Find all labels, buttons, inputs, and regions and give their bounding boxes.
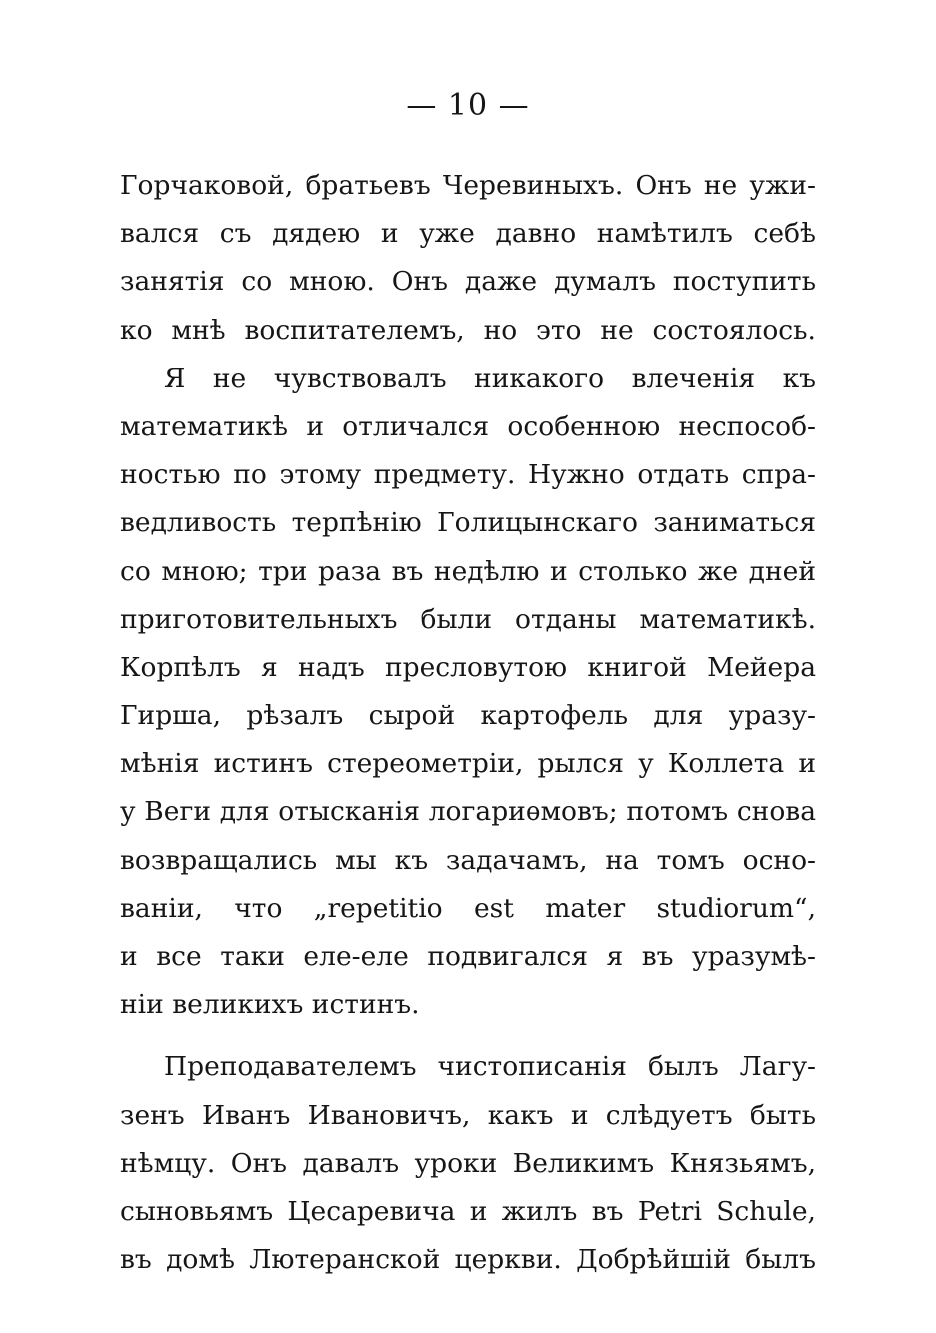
text-line: Корпѣлъ я надъ пресловутою книгой Мейера [120, 651, 816, 683]
text-line: ваніи, что „repetitio est mater studiorum“, [120, 892, 816, 924]
text-line: ведливость терпѣнію Голицынскаго заниматься [120, 507, 816, 539]
text-line: нѣмцу. Онъ давалъ уроки Великимъ Князьямъ, [120, 1147, 816, 1179]
text-line: въ домѣ Лютеранской церкви. Добрѣйшій былъ [120, 1244, 816, 1276]
text-line: зенъ Иванъ Ивановичъ, какъ и слѣдуетъ быть [120, 1099, 816, 1131]
text-line: у Веги для отысканія логариѳмовъ; потомъ снова [120, 796, 816, 828]
text-line: занятія со мною. Онъ даже думалъ поступить [120, 266, 816, 298]
text-line: возвращались мы къ задачамъ, на томъ осно- [120, 844, 816, 876]
text-line: вался съ дядею и уже давно намѣтилъ себѣ [120, 218, 816, 250]
text-line: мѣнія истинъ стереометріи, рылся у Коллета и [120, 748, 816, 780]
body-text [120, 162, 816, 1284]
text-line: математикѣ и отличался особенною неспособ- [120, 410, 816, 442]
text-line: со мною; три раза въ недѣлю и столько же дней [120, 555, 816, 587]
page-number: — 10 — [406, 88, 530, 123]
text-line: сыновьямъ Цесаревича и жилъ въ Petri Schule, [120, 1195, 816, 1227]
text-line: Гирша, рѣзалъ сырой картофель для уразу- [120, 700, 816, 732]
paragraph-2 [120, 355, 816, 1030]
text-line: Преподавателемъ чистописанія былъ Лагу- [164, 1051, 816, 1083]
paragraph-3 [120, 1043, 816, 1284]
text-line: приготовительныхъ были отданы математикѣ. [120, 603, 816, 635]
text-line: Горчаковой, братьевъ Черевиныхъ. Онъ не ужи- [120, 170, 816, 201]
text-line: Я не чувствовалъ никакого влеченія къ [164, 362, 816, 394]
text-line: ніи великихъ истинъ. [120, 989, 420, 1021]
text-line: ностью по этому предмету. Нужно отдать спра- [120, 459, 816, 491]
paragraph-spacer [120, 1029, 816, 1043]
paragraph-1 [120, 162, 816, 355]
text-line: ко мнѣ воспитателемъ, но это не состоялось. [120, 314, 816, 346]
text-line: и все таки еле-еле подвигался я въ уразумѣ- [120, 941, 816, 972]
